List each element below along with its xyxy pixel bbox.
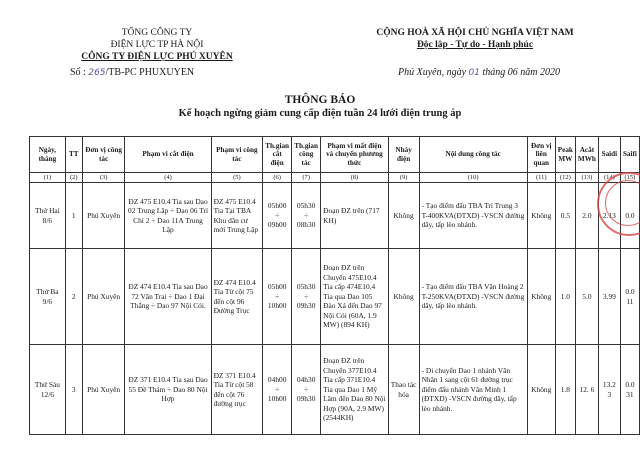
cell-outage-scope: Đoạn ĐZ trên Chuyển 377E10.4 Tia cấp 371E10.4 Tia qua Dao 1 Mỹ Lâm đến Dao 80 Nội Hợp (90A, 2.9 MW) (2544KH): [321, 345, 389, 435]
cell-peak: 1.8: [555, 345, 575, 435]
doc-no-suffix: /TB-PC PHUXUYEN: [105, 67, 195, 78]
cell-date: Thứ Ba 9/6: [30, 249, 66, 345]
col-header-peak: Peak MW: [555, 137, 575, 173]
cell-work-content: - Di chuyển Dao 1 nhánh Văn Nhân 1 sang cột 61 đường trục điểm đấu nhánh Văn Minh 1 (ĐTXD) -VSCN đường dây, tấp lèo nhánh.: [419, 345, 527, 435]
cell-work-time: [292, 345, 321, 435]
col-header-index: TT: [65, 137, 82, 173]
document-date: [398, 67, 560, 78]
col-header-work-scope: Phạm vi công tác: [211, 137, 263, 173]
work-time-end: 08h30: [296, 220, 316, 230]
work-time-end: 09h30: [296, 394, 316, 404]
col-header-outage-scope: Phạm vi mất điện và chuyển phương thức: [321, 137, 389, 173]
time-separator: ÷: [304, 291, 309, 301]
document-number: [70, 67, 194, 78]
cell-date: Thứ Hai 8/6: [30, 183, 66, 249]
cell-blink: Thao tác hóa: [388, 345, 419, 435]
col-number: (4): [125, 173, 211, 183]
cell-saifi: 0.0 11: [620, 249, 639, 345]
col-number: (12): [555, 173, 575, 183]
cell-cut-scope: ĐZ 474 E10.4 Tia sau Dao 72 Văn Trai ÷ Dao 1 Đại Thắng ÷ Dao 97 Nội Cói.: [125, 249, 211, 345]
national-motto: Độc lập - Tự do - Hạnh phúc: [416, 40, 534, 50]
cell-acut: 5.0: [575, 249, 598, 345]
col-number: (13): [575, 173, 598, 183]
col-number: (10): [419, 173, 527, 183]
cell-index: 3: [65, 345, 82, 435]
cell-index: 2: [65, 249, 82, 345]
doc-no-prefix: Số :: [70, 67, 86, 78]
time-separator: ÷: [275, 210, 280, 220]
cut-time-end: 10h00: [267, 394, 287, 404]
table-row: [30, 183, 640, 249]
cell-cut-time: [263, 249, 292, 345]
work-time-start: 04h30: [296, 375, 316, 385]
cell-outage-scope: Đoạn ĐZ trên Chuyển 475E10.4 Tia cấp 474E10.4 Tia qua Dao 105 Đào Xá đến Dao 97 Nội Cói (60A, 1.9 MW) (894 KH): [321, 249, 389, 345]
col-number: (11): [527, 173, 555, 183]
date-day: 01: [468, 68, 480, 78]
col-header-related-unit: Đơn vị liên quan: [527, 137, 555, 173]
cell-work-time: [292, 183, 321, 249]
cell-work-time: [292, 249, 321, 345]
col-header-work-content: Nội dung công tác: [419, 137, 527, 173]
cell-outage-scope: Đoạn ĐZ trên (717 KH): [321, 183, 389, 249]
col-header-blink: Nháy điện: [388, 137, 419, 173]
cell-blink: Không: [388, 183, 419, 249]
col-number: (5): [211, 173, 263, 183]
col-header-date: Ngày, tháng: [30, 137, 66, 173]
column-number-row: [30, 173, 640, 183]
cell-unit: Phú Xuyên: [82, 183, 125, 249]
org-line-1: TỔNG CÔNG TY: [121, 28, 193, 38]
cell-peak: 0.5: [555, 183, 575, 249]
cut-time-start: 05h00: [267, 201, 287, 211]
cell-saifi: 0.0: [620, 183, 639, 249]
table-row: [30, 249, 640, 345]
cut-time-end: 09h00: [267, 220, 287, 230]
cell-cut-time: [263, 345, 292, 435]
cell-related-unit: Không: [527, 249, 555, 345]
cell-date: Thứ Sáu 12/6: [30, 345, 66, 435]
time-separator: ÷: [275, 384, 280, 394]
col-header-work-time: Th.gian công tác: [292, 137, 321, 173]
table-header-row: [30, 137, 640, 173]
col-number: (2): [65, 173, 82, 183]
col-number: (7): [292, 173, 321, 183]
col-number: (3): [82, 173, 125, 183]
cell-index: 1: [65, 183, 82, 249]
date-suffix: tháng 06 năm 2020: [482, 67, 560, 78]
cell-saidi: 2.13: [598, 183, 620, 249]
doc-no-value: 265: [88, 68, 106, 78]
cell-cut-time: [263, 183, 292, 249]
col-header-unit: Đơn vị công tác: [82, 137, 125, 173]
date-prefix: Phú Xuyên, ngày: [398, 67, 467, 78]
cell-acut: 12. 6: [575, 345, 598, 435]
cut-time-start: 04h00: [267, 375, 287, 385]
cut-time-start: 05h00: [267, 282, 287, 292]
national-header: [360, 27, 590, 51]
cell-related-unit: Không: [527, 183, 555, 249]
cut-time-end: 10h00: [267, 301, 287, 311]
cell-work-content: - Tạo điểm đấu TBA Trí Trung 3 T-400KVA(ĐTXD) -VSCN đường dây, tấp lèo nhánh.: [419, 183, 527, 249]
page-title: THÔNG BÁO: [284, 94, 356, 106]
cell-unit: Phú Xuyên: [82, 249, 125, 345]
org-line-3: CÔNG TY ĐIỆN LỰC PHÚ XUYÊN: [81, 52, 233, 62]
cell-work-content: - Tạo điểm đấu TBA Văn Hoàng 2 T-250KVA(ĐTXD) -VSCN đường dây, tấp lèo nhánh.: [419, 249, 527, 345]
time-separator: ÷: [304, 210, 309, 220]
work-time-end: 09h30: [296, 301, 316, 311]
cell-work-scope: ĐZ 474 E10.4 Tia Từ cột 75 đến cột 96 Đường Trục: [211, 249, 263, 345]
outage-plan-table: [29, 136, 640, 435]
work-time-start: 05h30: [296, 282, 316, 292]
work-time-start: 05h30: [296, 201, 316, 211]
col-number: (14): [598, 173, 620, 183]
col-header-cut-time: Th.gian cắt điện: [263, 137, 292, 173]
cell-work-scope: ĐZ 475 E10.4 Tia Tại TBA Khu dân cư mới Trung Lập: [211, 183, 263, 249]
col-number: (6): [263, 173, 292, 183]
cell-saidi: 13.2 3: [598, 345, 620, 435]
col-number: (9): [388, 173, 419, 183]
cell-unit: Phú Xuyên: [82, 345, 125, 435]
cell-work-scope: ĐZ 371 E10.4 Tia Từ cột 58 đến cột 76 đường trục: [211, 345, 263, 435]
country-name: CỘNG HOÀ XÃ HỘI CHỦ NGHĨA VIỆT NAM: [376, 28, 574, 38]
time-separator: ÷: [275, 291, 280, 301]
cell-acut: 2.0: [575, 183, 598, 249]
org-line-2: ĐIỆN LỰC TP HÀ NỘI: [110, 40, 204, 50]
page-subtitle: Kế hoạch ngừng giảm cung cấp điện tuần 24 lưới điện trung áp: [178, 108, 462, 119]
col-header-saidi: Saidi: [598, 137, 620, 173]
cell-peak: 1.0: [555, 249, 575, 345]
col-number: (1): [30, 173, 66, 183]
col-header-acut: Acắt MWh: [575, 137, 598, 173]
table-row: [30, 345, 640, 435]
time-separator: ÷: [304, 384, 309, 394]
organization-header: [52, 27, 262, 63]
cell-cut-scope: ĐZ 371 E10.4 Tia sau Dao 55 Đề Thám ÷ Dao 80 Nội Hợp: [125, 345, 211, 435]
col-number: (15): [620, 173, 639, 183]
cell-cut-scope: ĐZ 475 E10.4 Tia sau Dao 02 Trung Lập ÷ Dao 06 Trí Chỉ 2 ÷ Dao 11A Trung Lập: [125, 183, 211, 249]
col-number: (8): [321, 173, 389, 183]
col-header-cut-scope: Phạm vi cắt điện: [125, 137, 211, 173]
cell-blink: Không: [388, 249, 419, 345]
cell-related-unit: Không: [527, 345, 555, 435]
col-header-saifi: Saifi: [620, 137, 639, 173]
cell-saifi: 0.0 31: [620, 345, 639, 435]
cell-saidi: 3.99: [598, 249, 620, 345]
